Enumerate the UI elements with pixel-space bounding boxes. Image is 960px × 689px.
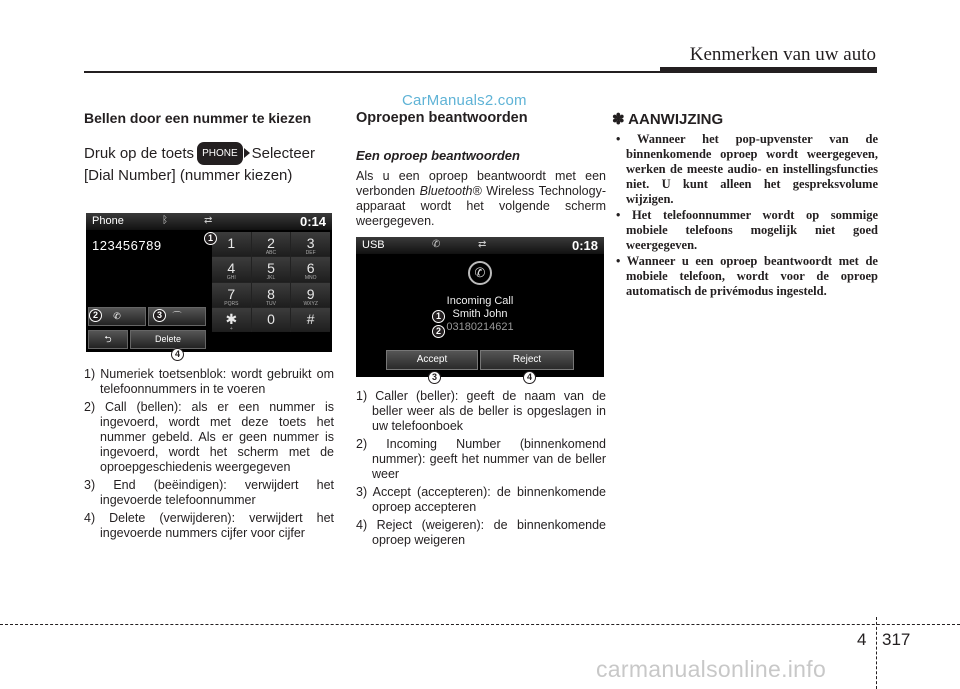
section-heading-answer: Oproepen beantwoorden — [356, 110, 528, 126]
key-3[interactable]: 3 DEF — [291, 232, 330, 256]
list-item: 4) Reject (weigeren): de binnenkomende oproep weigeren — [356, 518, 606, 547]
screen-title: Phone — [92, 215, 124, 227]
footer-rule — [0, 624, 960, 625]
caller-number: 03180214621 — [446, 321, 514, 333]
callout-3: 3 — [428, 371, 441, 384]
dial-items — [84, 367, 334, 544]
page-number: 317 — [882, 630, 911, 649]
key-5[interactable]: 5 JKL — [252, 257, 291, 281]
column-note — [612, 110, 878, 300]
bluetooth-term: Bluetooth® — [419, 184, 482, 198]
key-7[interactable]: 7 PQRS — [212, 283, 251, 307]
status-bar — [86, 213, 332, 230]
handset-status-icon: ✆ — [432, 239, 441, 250]
key-2[interactable]: 2 ABC — [252, 232, 291, 256]
list-item: • Wanneer u een oproep beantwoordt met de mobiele telefoon, wordt voor de oproep automatisch de privémodus ingesteld. — [616, 254, 878, 298]
call-timer: 0:14 — [299, 214, 326, 229]
key-4[interactable]: 4 GHI — [212, 257, 251, 281]
list-item: • Wanneer het pop-upvenster van de binnenkomende oproep wordt weergegeven, werken de meeste audio- en instellingsfuncties niet. U kunt alleen het gespreksvolume wijzigen. — [616, 132, 878, 206]
numeric-keypad[interactable] — [212, 232, 330, 332]
bluetooth-icon: ᛒ — [162, 215, 168, 226]
key-star[interactable]: ✱ + — [212, 308, 251, 332]
subheading-answer: Een oproep beantwoorden — [356, 148, 520, 163]
incoming-call-screen — [356, 237, 604, 377]
end-call-icon: ⌒ — [172, 311, 182, 321]
callout-1: 1 — [204, 232, 217, 245]
usb-icon: ⇄ — [478, 239, 487, 250]
list-item: • Het telefoonnummer wordt op sommige mobiele telefoons mogelijk niet goed weergegeven. — [616, 208, 878, 252]
answer-intro-b: Wireless Technology-apparaat wordt het volgende scherm weergegeven. — [356, 184, 606, 228]
column-dial-number — [84, 110, 334, 186]
caller-name: Smith John — [452, 308, 508, 320]
callout-2: 2 — [432, 325, 445, 338]
list-item: 3) Accept (accepteren): de binnenkomende oproep accepteren — [356, 485, 606, 514]
callout-3: 3 — [153, 309, 166, 322]
back-arrow-icon: ⮌ — [104, 334, 112, 344]
screen-title: USB — [362, 239, 385, 251]
chapter-number: 4 — [857, 630, 867, 649]
key-9[interactable]: 9 WXYZ — [291, 283, 330, 307]
key-1[interactable]: 1 — [212, 232, 251, 256]
list-item: 1) Caller (beller): geeft de naam van de beller weer als de beller is opgeslagen in uw telefoonboek — [356, 389, 606, 433]
dial-instruction — [84, 142, 334, 186]
dial-instruction-b: Selecteer [Dial Number] (nummer kiezen) — [84, 145, 315, 184]
note-title: ✽ AANWIJZING — [612, 111, 724, 128]
status-bar — [356, 237, 604, 254]
back-button[interactable] — [88, 330, 128, 349]
arrow-right-icon — [244, 148, 250, 158]
incoming-call-label: Incoming Call — [446, 295, 514, 307]
watermark-bottom: carmanualsonline.info — [596, 656, 827, 682]
incoming-call-info — [356, 295, 604, 334]
answer-items — [356, 389, 606, 551]
reject-button[interactable]: Reject — [480, 350, 574, 370]
handset-icon: ✆ — [113, 311, 121, 321]
key-6[interactable]: 6 MNO — [291, 257, 330, 281]
dial-instruction-a: Druk op de toets — [84, 145, 195, 162]
column-answer-call — [356, 110, 606, 229]
delete-button[interactable]: Delete — [130, 330, 206, 349]
list-item: 1) Numeriek toetsenblok: wordt gebruikt om telefoonnummers in te voeren — [84, 367, 334, 396]
header-rule — [84, 71, 660, 73]
list-item: 2) Incoming Number (binnenkomend nummer): geeft het nummer van de beller weer — [356, 437, 606, 481]
note-list — [612, 132, 878, 299]
key-0[interactable]: 0 — [252, 308, 291, 332]
callout-4: 4 — [171, 348, 184, 361]
accept-button[interactable]: Accept — [386, 350, 478, 370]
section-heading-dial: Bellen door een nummer te kiezen — [84, 110, 312, 126]
answer-item-list — [356, 389, 606, 548]
call-timer: 0:18 — [571, 238, 598, 253]
list-item: 2) Call (bellen): als er een nummer is ingevoerd, wordt met deze toets het nummer gebeld. Als er geen nummer is ingevoerd, wordt het scherm met de oproepgeschiedenis weergegeven — [84, 400, 334, 474]
page-header-title: Kenmerken van uw auto — [689, 44, 876, 65]
callout-1: 1 — [432, 310, 445, 323]
callout-2: 2 — [89, 309, 102, 322]
key-8[interactable]: 8 TUV — [252, 283, 291, 307]
watermark-top: CarManuals2.com — [402, 92, 527, 109]
key-hash[interactable]: # — [291, 308, 330, 332]
dial-item-list — [84, 367, 334, 541]
footer-divider — [876, 617, 877, 689]
list-item: 3) End (beëindigen): verwijdert het ingevoerde telefoonnummer — [84, 478, 334, 507]
header-rule-accent — [660, 67, 877, 73]
answer-intro — [356, 169, 606, 229]
usb-icon: ⇄ — [204, 215, 213, 226]
dialed-number: 123456789 — [92, 238, 162, 253]
list-item: 4) Delete (verwijderen): verwijdert het ingevoerde nummers cijfer voor cijfer — [84, 511, 334, 540]
callout-4: 4 — [523, 371, 536, 384]
phone-call-icon: ✆ — [468, 261, 492, 285]
phone-key-badge: PHONE — [197, 142, 243, 165]
answer-intro-a: Als u een oproep beantwoordt met een verbonden — [356, 169, 606, 198]
